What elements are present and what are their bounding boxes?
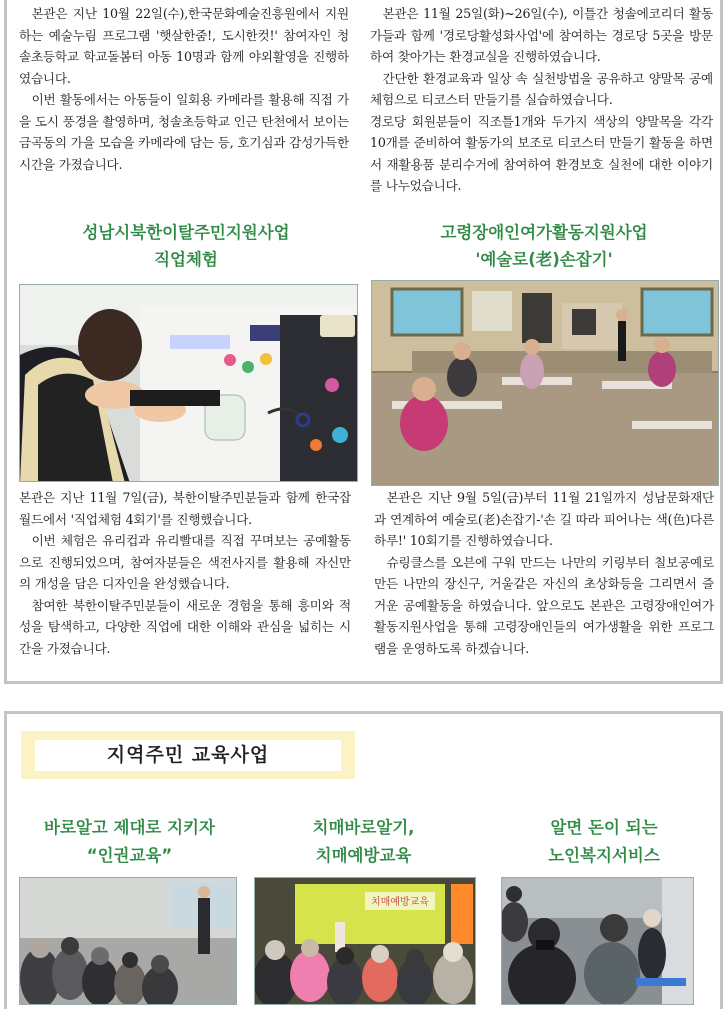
title-line: 노인복지서비스 bbox=[548, 846, 660, 865]
craft-photo-illustration bbox=[20, 285, 358, 482]
art-class-photo-illustration bbox=[372, 281, 719, 486]
human-rights-photo-illustration bbox=[20, 878, 237, 1005]
welfare-photo-illustration bbox=[502, 878, 694, 1005]
section-banner bbox=[21, 731, 355, 779]
photo-art-class bbox=[371, 280, 719, 486]
title-line: 알면 돈이 되는 bbox=[550, 818, 658, 837]
left-intro-article bbox=[19, 3, 349, 175]
photo-welfare-class bbox=[501, 877, 694, 1005]
section-banner-title: 지역주민 교육사업 bbox=[35, 740, 341, 771]
title-line: 바로알고 제대로 지키자 bbox=[44, 818, 215, 837]
right-intro-article bbox=[370, 3, 713, 197]
paragraph: 본관은 11월 25일(화)~26일(수), 이틀간 청솔에코리더 활동가들과 함께 '경로당활성화사업'에 참여하는 경로당 5곳을 방문하여 찾아가는 환경교실을 진행하였습니다. bbox=[370, 6, 713, 64]
section-title-art-hands bbox=[374, 219, 714, 273]
paragraph: 슈링클스를 오븐에 구워 만드는 나만의 키링부터 칠보공예로 만든 나만의 장신구, 거울같은 자신의 초상화등을 그리면서 즐거운 공예활동을 하였습니다. 앞으로도 본관은 고령장애인여가활동지원사업을 통해 고령장애인들의 여가생활을 위한 프로그램을 운영하도록 하겠습니다. bbox=[374, 554, 714, 656]
title-line: '예술로(老)손잡기' bbox=[475, 250, 613, 269]
title-line: “인권교육” bbox=[86, 846, 173, 865]
edu-title-dementia bbox=[251, 814, 476, 870]
edu-title-welfare bbox=[493, 814, 715, 870]
photo-human-rights-class bbox=[19, 877, 237, 1005]
top-newsletter-panel bbox=[4, 0, 723, 684]
title-line: 치매예방교육 bbox=[315, 846, 412, 865]
photo-craft-activity bbox=[19, 284, 358, 482]
job-experience-article bbox=[19, 487, 351, 659]
community-education-panel bbox=[4, 711, 723, 1009]
title-line: 성남시북한이탈주민지원사업 bbox=[82, 223, 290, 242]
photo-dementia-class bbox=[254, 877, 476, 1005]
title-line: 치매바로알기, bbox=[312, 818, 415, 837]
title-line: 고령장애인여가활동지원사업 bbox=[440, 223, 648, 242]
paragraph: 경로당 회원분들이 직조틀1개와 두가지 색상의 양말목을 각각 10개를 준비하여 활동가의 보조로 티코스터 만들기 활동을 하면서 재활용품 분리수거에 참여하여 환경보호 실천에 대한 이야기를 나누었습니다. bbox=[370, 113, 713, 193]
paragraph: 본관은 지난 11월 7일(금), 북한이탈주민분들과 함께 한국잡월드에서 '직업체험 4회기'를 진행했습니다. bbox=[19, 490, 351, 527]
paragraph: 이번 체험은 유리컵과 유리빨대를 직접 꾸며보는 공예활동으로 진행되었으며, 참여자분들은 색전사지를 활용해 자신만의 개성을 담은 디자인을 완성했습니다. bbox=[19, 533, 351, 591]
paragraph: 간단한 환경교육과 일상 속 실천방법을 공유하고 양말목 공예체험으로 티코스터 만들기를 실습하였습니다. bbox=[370, 70, 713, 107]
section-title-job-experience bbox=[19, 219, 353, 273]
art-hands-article bbox=[374, 487, 714, 659]
paragraph: 이번 활동에서는 아동들이 일회용 카메라를 활용해 직접 가을 도시 풍경을 촬영하며, 청솔초등학교 인근 탄천에서 보이는 금곡동의 가을 모습을 카메라에 담는 등, 호기심과 감성가득한 시간을 가졌습니다. bbox=[19, 92, 349, 172]
projector-screen-text: 치매예방교육 bbox=[371, 897, 429, 908]
paragraph: 본관은 지난 10월 22일(수),한국문화예술진흥원에서 지원하는 예술누림 프로그램 '햇살한줌!, 도시한컷!' 참여자인 청솔초등학교 학교돌봄터 아동 10명과 함께 야외활영을 진행하였습니다. bbox=[19, 6, 349, 86]
edu-title-human-rights bbox=[17, 814, 242, 870]
paragraph: 참여한 북한이탈주민분들이 새로운 경험을 통해 흥미와 적성을 탐색하고, 다양한 직업에 대한 이해와 관심을 넓히는 시간을 가졌습니다. bbox=[19, 597, 351, 656]
dementia-photo-illustration bbox=[255, 878, 476, 1005]
paragraph: 본관은 지난 9월 5일(금)부터 11월 21일까지 성남문화재단과 연계하여 예술로(老)손잡기-'손 길 따라 피어나는 색(色)다른 하루!' 10회기를 진행하였습니다. bbox=[374, 490, 714, 548]
title-line: 직업체험 bbox=[154, 250, 218, 269]
